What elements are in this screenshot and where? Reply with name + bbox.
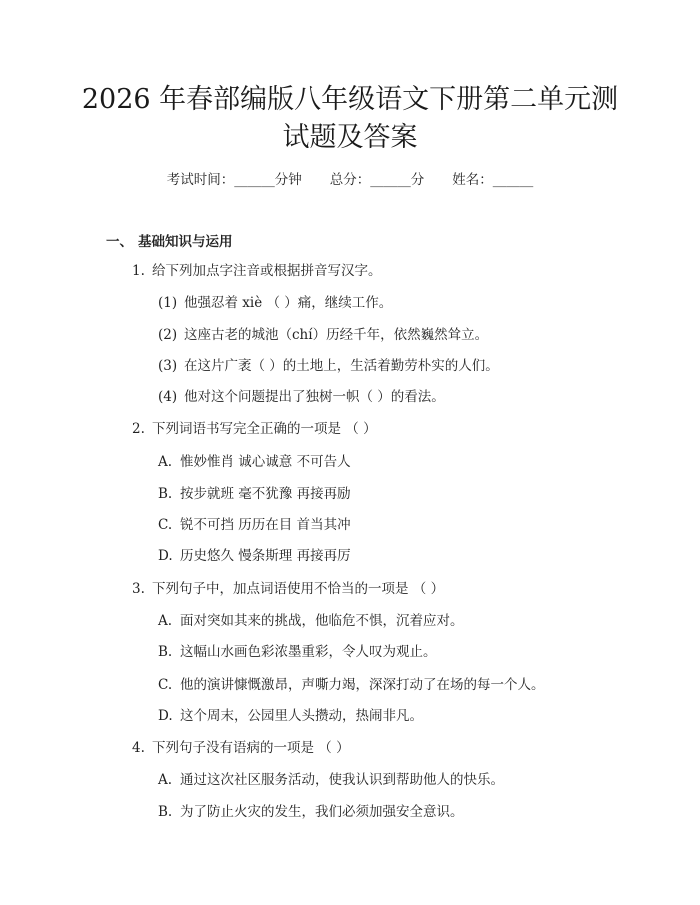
option-label: B.	[158, 644, 173, 660]
question-4-stem	[132, 739, 350, 757]
sub-label: (1)	[158, 295, 178, 311]
option-text: 这个周末，公园里人头攒动，热闹非凡。	[180, 708, 423, 724]
sub-label: (3)	[158, 358, 178, 374]
question-1-sub-1	[158, 294, 392, 312]
question-number: 2.	[132, 421, 145, 437]
option-label: D.	[158, 548, 173, 564]
option-label: D.	[158, 708, 173, 724]
question-2-option-a	[158, 453, 351, 471]
option-text: 历史悠久 慢条斯理 再接再厉	[180, 548, 351, 564]
question-2-option-b	[158, 485, 351, 503]
question-1-sub-3	[158, 357, 499, 375]
sub-text: 在这片广袤（ ）的土地上，生活着勤劳朴实的人们。	[184, 358, 499, 374]
section-title: 基础知识与运用	[138, 234, 233, 250]
option-label: A.	[158, 454, 173, 470]
sub-label: (4)	[158, 389, 178, 405]
option-label: A.	[158, 613, 173, 629]
option-text: 他的演讲慷慨激昂，声嘶力竭，深深打动了在场的每一个人。	[180, 677, 545, 693]
question-text: 给下列加点字注音或根据拼音写汉字。	[152, 263, 382, 279]
question-3-option-b	[158, 643, 437, 661]
option-label: B.	[158, 486, 173, 502]
question-number: 3.	[132, 581, 145, 597]
question-1-stem	[132, 262, 382, 280]
question-number: 1.	[132, 263, 145, 279]
question-text: 下列句子没有语病的一项是 （ ）	[152, 740, 350, 756]
question-1-sub-2	[158, 326, 488, 344]
question-2-option-c	[158, 516, 351, 534]
total-score-label: 总分：______分	[329, 172, 425, 188]
question-text: 下列句子中，加点词语使用不恰当的一项是 （ ）	[152, 581, 445, 597]
section-number: 一、	[106, 234, 133, 250]
sub-text: 这座古老的城池（chí）历经千年，依然巍然耸立。	[184, 327, 489, 343]
question-3-option-c	[158, 676, 545, 694]
section-heading	[106, 230, 233, 250]
sub-text: 他强忍着 xiè （ ）痛，继续工作。	[184, 295, 393, 311]
question-1-sub-4	[158, 388, 445, 406]
document-title-line-2: 试题及答案	[282, 122, 418, 153]
question-text: 下列词语书写完全正确的一项是 （ ）	[152, 421, 377, 437]
option-text: 面对突如其来的挑战，他临危不惧，沉着应对。	[180, 613, 464, 629]
exam-info	[0, 168, 700, 188]
question-2-option-d	[158, 547, 351, 565]
question-2-stem	[132, 420, 377, 438]
student-name-label: 姓名：______	[452, 172, 534, 188]
option-label: B.	[158, 804, 173, 820]
question-3-stem	[132, 580, 444, 598]
sub-text: 他对这个问题提出了独树一帜（ ）的看法。	[184, 389, 445, 405]
question-3-option-a	[158, 612, 464, 630]
option-text: 锐不可挡 历历在目 首当其冲	[180, 517, 351, 533]
option-text: 惟妙惟肖 诚心诚意 不可告人	[180, 454, 351, 470]
sub-label: (2)	[158, 327, 178, 343]
option-label: C.	[158, 677, 173, 693]
question-3-option-d	[158, 707, 423, 725]
option-text: 按步就班 毫不犹豫 再接再励	[180, 486, 351, 502]
question-number: 4.	[132, 740, 145, 756]
exam-time-label: 考试时间：______分钟	[166, 172, 302, 188]
option-text: 这幅山水画色彩浓墨重彩，令人叹为观止。	[180, 644, 437, 660]
option-label: C.	[158, 517, 173, 533]
question-4-option-b	[158, 803, 464, 821]
option-text: 通过这次社区服务活动，使我认识到帮助他人的快乐。	[180, 772, 504, 788]
option-text: 为了防止火灾的发生，我们必须加强安全意识。	[180, 804, 464, 820]
option-label: A.	[158, 772, 173, 788]
document-title-line-1: 2026 年春部编版八年级语文下册第二单元测	[81, 84, 619, 115]
question-4-option-a	[158, 771, 504, 789]
